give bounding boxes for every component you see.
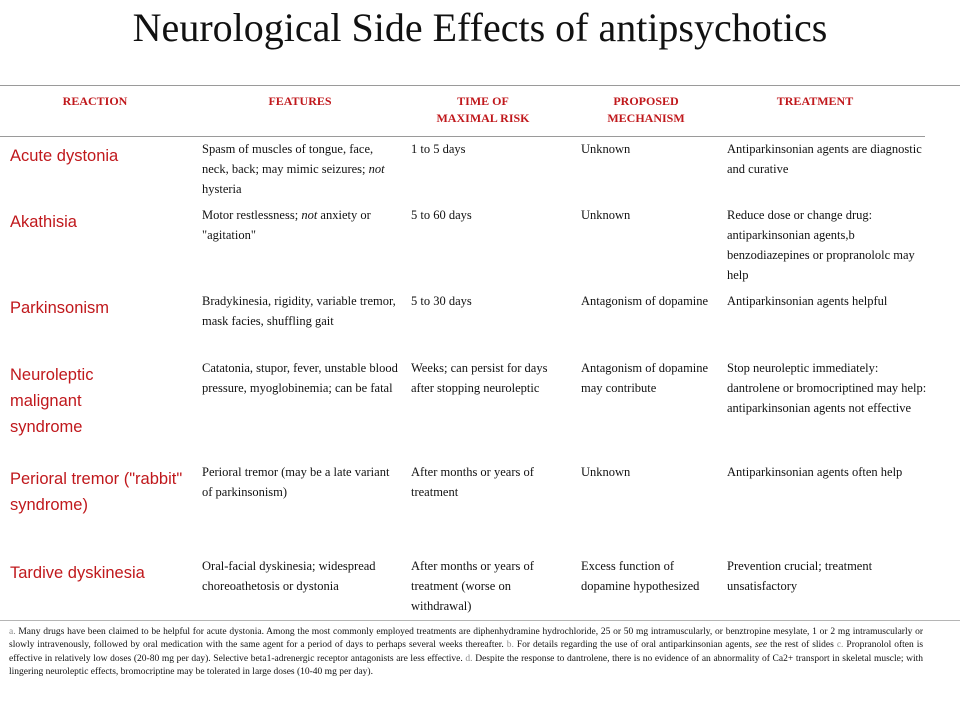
mechanism-parkinsonism: Antagonism of dopamine — [581, 294, 709, 308]
features-akathisia-a: Motor restlessness; — [202, 208, 299, 222]
mechanism-tardive-dyskinesia: Excess function of dopamine hypothesized — [581, 559, 700, 593]
reaction-perioral-tremor: Perioral tremor ("rabbit" syndrome) — [10, 470, 183, 514]
features-acute-dystonia-b: face, neck, back; may mimic — [202, 142, 374, 176]
treatment-nms: Stop neuroleptic immediately: dantrolene or bromocriptined may help: antiparkinsonian agents not effective — [727, 361, 927, 415]
treatment-acute-dystonia: Antiparkinsonian agents are diagnostic and curative — [727, 142, 922, 176]
footnote-b-text-em: see — [754, 640, 768, 651]
footnote-b-text-1: For details regarding the use of oral antiparkinsonian agents, — [516, 640, 752, 651]
time-parkinsonism: 5 to 30 days — [411, 294, 472, 308]
time-nms: Weeks; can persist for days after stopping neuroleptic — [411, 361, 548, 395]
features-tardive-dyskinesia: Oral-facial dyskinesia; widespread choreoathetosis or dystonia — [202, 559, 376, 593]
features-acute-dystonia-end: hysteria — [202, 182, 242, 196]
header-reaction: REACTION — [62, 94, 128, 108]
features-perioral-tremor: Perioral tremor (may be a late variant of parkinsonism) — [202, 465, 390, 499]
reaction-akathisia: Akathisia — [10, 213, 77, 231]
header-mechanism-line2: MECHANISM — [607, 111, 685, 125]
header-top-rule — [0, 85, 960, 86]
footnote-d-text: Despite the response to dantrolene, there is no evidence of an abnormality of Ca2+ transport in skeletal muscle; with lingering neuroleptic effects, bromocriptine may be tolerated in large doses (10-40 mg per day). — [9, 653, 924, 677]
mechanism-perioral-tremor: Unknown — [581, 465, 631, 479]
footnote-d-label: d. — [465, 653, 473, 664]
header-time-line2: MAXIMAL RISK — [436, 111, 530, 125]
footnotes — [9, 626, 923, 679]
features-acute-dystonia-a: Spasm of muscles of tongue, — [202, 142, 347, 156]
header-mechanism-line1: PROPOSED — [613, 94, 679, 108]
time-perioral-tremor: After months or years of treatment — [411, 465, 534, 499]
page-title: Neurological Side Effects of antipsychotics — [132, 5, 828, 50]
header-bottom-rule — [0, 136, 925, 137]
header-time — [408, 93, 558, 127]
features-acute-dystonia — [202, 139, 398, 199]
header-mechanism — [572, 93, 720, 127]
mechanism-acute-dystonia: Unknown — [581, 142, 631, 156]
features-akathisia-em: not — [301, 208, 318, 222]
footnote-b-label: b. — [506, 640, 514, 651]
header-features: FEATURES — [268, 94, 332, 108]
reaction-neuroleptic-malignant-syndrome: Neuroleptic malignant syndrome — [10, 366, 94, 436]
footnote-b-text-2: the rest of slides — [770, 640, 834, 651]
treatment-tardive-dyskinesia: Prevention crucial; treatment unsatisfactory — [727, 559, 873, 593]
time-acute-dystonia: 1 to 5 days — [411, 142, 466, 156]
reaction-parkinsonism: Parkinsonism — [10, 299, 110, 317]
features-akathisia-b: anxiety or "agitation" — [202, 208, 371, 242]
footnote-c-text: Propranolol often is effective in relatively low doses (20-80 mg per day). Selective beta1-adrenergic receptor antagonists are less effective. — [9, 640, 924, 664]
mechanism-akathisia: Unknown — [581, 208, 631, 222]
footnote-c-label: c. — [836, 640, 844, 651]
footnote-rule — [0, 620, 960, 621]
header-time-line1: TIME OF — [457, 94, 509, 108]
features-nms: Catatonia, stupor, fever, unstable blood pressure, myoglobinemia; can be fatal — [202, 361, 398, 395]
footnote-a-text: Many drugs have been claimed to be helpful for acute dystonia. Among the most commonly employed treatments are diphenhydramine hydrochloride, 25 or 50 mg intramuscularly, or benztropine mesylate, 1 or 2 mg intramuscularly or slowly intravenously, followed by oral medication with the same agent for a period of days to perhaps several weeks thereafter. — [9, 627, 923, 651]
features-acute-dystonia-em: not — [368, 162, 385, 176]
reaction-tardive-dyskinesia: Tardive dyskinesia — [10, 564, 145, 582]
treatment-parkinsonism: Antiparkinsonian agents helpful — [727, 294, 888, 308]
features-parkinsonism: Bradykinesia, rigidity, variable tremor, mask facies, shuffling gait — [202, 294, 396, 328]
treatment-perioral-tremor: Antiparkinsonian agents often help — [727, 465, 903, 479]
mechanism-nms: Antagonism of dopamine may contribute — [581, 361, 709, 395]
reaction-acute-dystonia: Acute dystonia — [10, 147, 119, 165]
footnote-a-label: a. — [9, 627, 16, 637]
treatment-akathisia: Reduce dose or change drug: antiparkinsonian agents,b benzodiazepines or propranololc may help — [727, 208, 915, 282]
features-akathisia — [202, 205, 398, 245]
features-acute-dystonia-c: seizures; — [321, 162, 366, 176]
time-akathisia: 5 to 60 days — [411, 208, 472, 222]
header-treatment: TREATMENT — [776, 94, 854, 108]
time-tardive-dyskinesia: After months or years of treatment (worse on withdrawal) — [411, 559, 534, 613]
